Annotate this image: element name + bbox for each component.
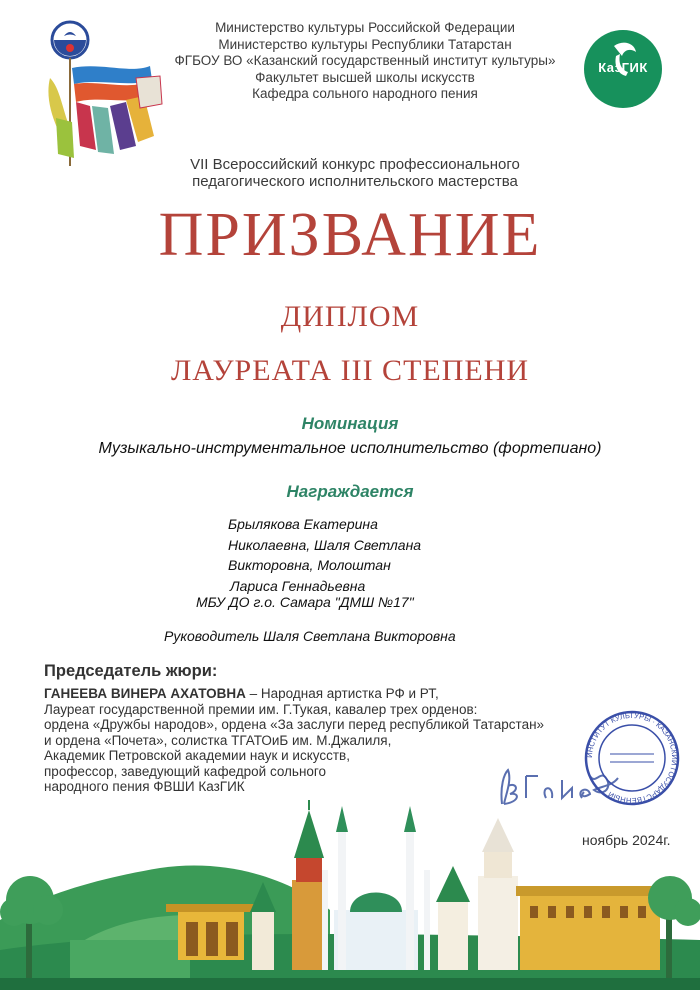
jury-chair-name: ГАНЕЕВА ВИНЕРА АХАТОВНА [44, 686, 246, 701]
jury-chair-bio [44, 686, 544, 795]
kazgik-logo-text: КазГИК [598, 60, 648, 75]
laureate-degree: ЛАУРЕАТА III СТЕПЕНИ [170, 354, 530, 387]
contest-line-1: VII Всероссийский конкурс профессионального [190, 156, 520, 173]
org-line: ФГБОУ ВО «Казанский государственный институт культуры» [174, 53, 556, 68]
kazan-skyline-illustration [0, 800, 700, 990]
nomination-label: Номинация [301, 414, 399, 433]
issue-date: ноябрь 2024г. [582, 832, 671, 848]
recipient-names [228, 514, 421, 596]
bio-line: ордена «Дружбы народов», ордена «За заслуги перед республикой Татарстан» [44, 717, 545, 732]
recipient-line: Николаевна, Шаля Светлана [228, 536, 422, 553]
contest-line-2: педагогического исполнительского мастерства [192, 173, 518, 190]
org-line: Кафедра сольного народного пения [252, 86, 478, 101]
org-line: Министерство культуры Республики Татарстан [218, 36, 512, 52]
institution-stamp [582, 708, 682, 808]
recipient-line: Лариса Геннадьевна [230, 577, 366, 594]
recipient-line: Брылякова Екатерина [228, 516, 378, 532]
contest-title: ПРИЗВАНИЕ [158, 201, 542, 269]
awarded-label: Награждается [286, 482, 414, 501]
bio-line: профессор, заведующий кафедрой сольного [44, 763, 327, 779]
recipient-line: Викторовна, Молоштан [228, 557, 391, 573]
bio-line: и ордена «Почета», солистка ТГАТОиБ им. М.Джалиля, [44, 732, 392, 748]
school-name: МБУ ДО г.о. Самара "ДМШ №17" [196, 594, 414, 610]
festival-emblem-logo [40, 18, 170, 168]
nomination-value: Музыкально-инструментальное исполнительство (фортепиано) [98, 440, 602, 457]
jury-chair-label: Председатель жюри: [44, 662, 218, 680]
stamp-text: ИНСТИТУТ КУЛЬТУРЫ · КАЗАНСКИЙ ГОСУДАРСТВЕННЫЙ [584, 710, 680, 806]
bio-line: Академик Петровской академии наук и искусств, [44, 748, 350, 763]
bio-first-line [44, 686, 544, 702]
bio-line: Лауреат государственной премии им. Г.Тукая, кавалер трех орденов: [44, 701, 478, 717]
contest-name [120, 156, 590, 190]
bio-first-text: – Народная артистка РФ и РТ, [245, 686, 439, 701]
organizations-header [170, 20, 560, 103]
leader-name: Руководитель Шаля Светлана Викторовна [164, 628, 456, 644]
org-line: Министерство культуры Российской Федерации [215, 20, 515, 35]
org-line: Факультет высшей школы искусств [255, 69, 475, 85]
diploma-heading: ДИПЛОМ [280, 300, 420, 333]
bio-line: народного пения ФВШИ КазГИК [44, 779, 245, 794]
